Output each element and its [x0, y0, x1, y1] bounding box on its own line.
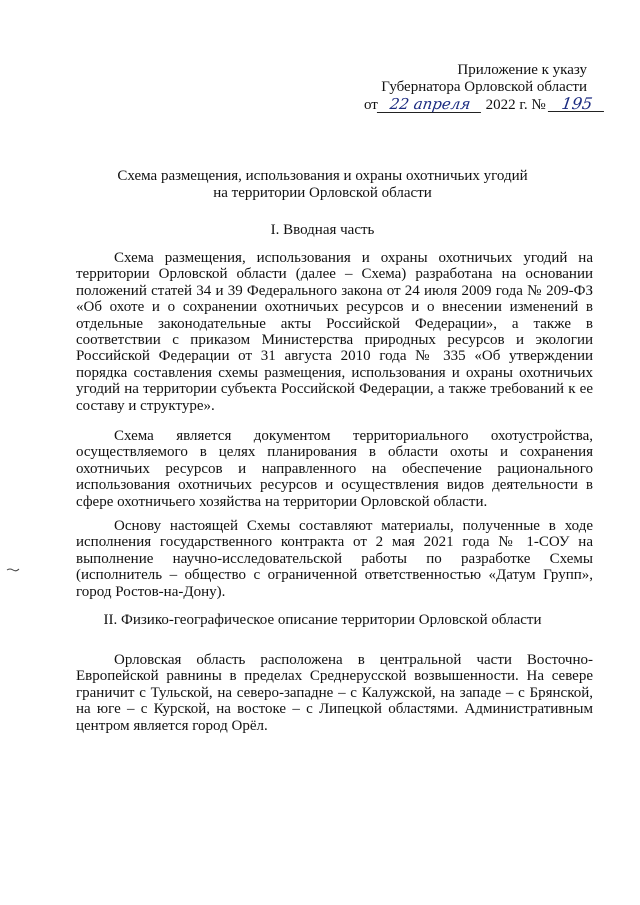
appendix-year-number-label: 2022 г. № — [485, 97, 546, 113]
document-title-line-2: на территории Орловской области — [213, 185, 432, 201]
document-title-line-1: Схема размещения, использования и охраны охотничьих угодий — [117, 168, 528, 184]
appendix-line-1: Приложение к указу — [457, 62, 587, 78]
appendix-date-prefix: от — [364, 97, 378, 113]
section-2-heading: II. Физико-географическое описание территории Орловской области — [103, 612, 542, 628]
appendix-header — [360, 62, 595, 114]
handwritten-date: 22 апреля — [377, 97, 483, 113]
handwritten-number: 195 — [548, 96, 606, 112]
section-1-heading: I. Вводная часть — [270, 222, 375, 238]
appendix-line-3 — [364, 96, 599, 114]
margin-pen-mark — [6, 564, 20, 576]
section-1-paragraph-1: Схема размещения, использования и охраны охотничьих угодий на территории Орловской области (далее – Схема) разработана на основании положений статей 34 и 39 Федерального закона от 24 июля 2009 года № 209-ФЗ «Об охоте и о сохранении охотничьих ресурсов и о внесении изменений в отдельные законодательные акты Российской Федерации», а также в соответствии с приказом Министерства природных ресурсов и экологии Российской Федерации от 31 августа 2010 года № 335 «Об утверждении порядка составления схемы размещения, использования и охраны охотничьих угодий на территории субъекта Российской Федерации, а также требований к ее составу и структуре». — [76, 250, 593, 414]
section-1-paragraph-2: Схема является документом территориального охотустройства, осуществляемого в целях планирования в области охоты и сохранения охотничьих ресурсов и направленного на обеспечение рационального использования охотничьих ресурсов и осуществления видов деятельности в сфере охотничьего хозяйства на территории Орловской области. — [76, 428, 593, 510]
section-2-paragraph-1: Орловская область расположена в центральной части Восточно-Европейской равнины в пределах Среднерусской возвышенности. На севере граничит с Тульской, на северо-западне – с Калужской, на западе – с Брянской, на юге – с Курской, на востоке – с Липецкой областями. Административным центром является город Орёл. — [76, 652, 593, 734]
appendix-line-2: Губернатора Орловской области — [381, 79, 587, 95]
section-1-paragraph-3: Основу настоящей Схемы составляют материалы, полученные в ходе исполнения государственного контракта от 2 мая 2021 года № 1-СОУ на выполнение научно-исследовательской работы по разработке Схемы (исполнитель – общество с ограниченной ответственностью «Датум Групп», город Ростов-на-Дону). — [76, 518, 593, 600]
